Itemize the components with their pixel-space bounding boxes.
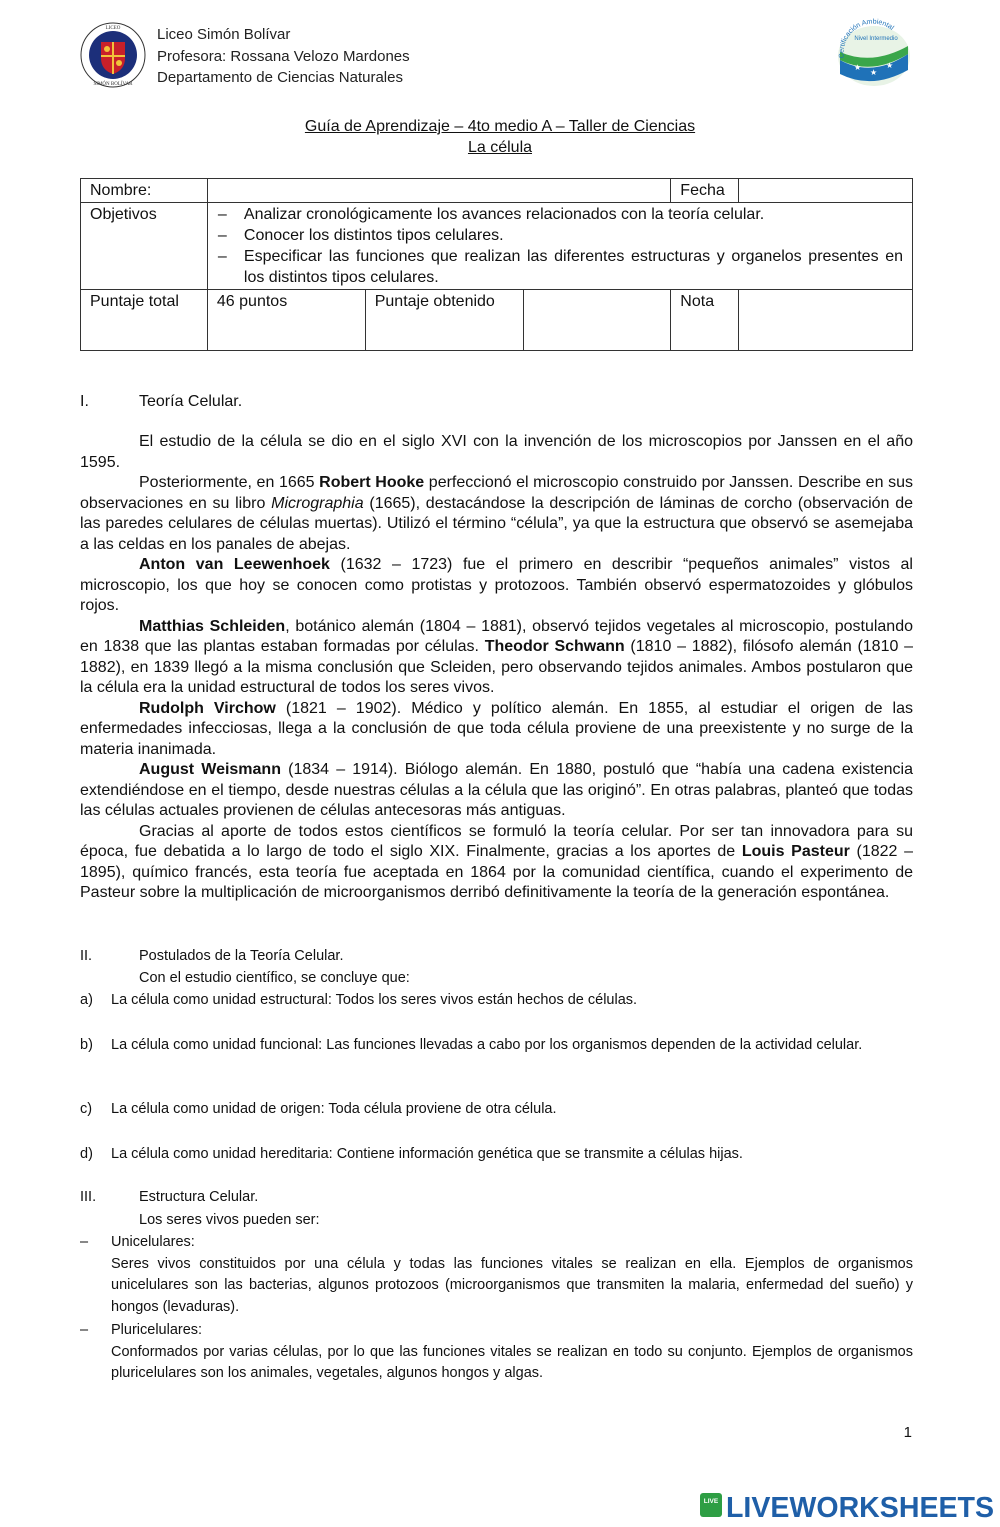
objectives-list xyxy=(216,204,903,288)
scientist-name: Matthias Schleiden xyxy=(139,617,286,635)
section-1-number: I. xyxy=(80,393,89,410)
paragraph: Rudolph Virchow (1821 – 1902). Médico y político alemán. En 1855, al estudiar el origen de las enfermedades infecciosas, llega a la conclusión de que toda célula proviene de una preexistente y no surge de la materia inanimada. xyxy=(80,699,913,758)
postulate-label: c) xyxy=(80,1101,93,1117)
section-2-intro: Con el estudio científico, se concluye que: xyxy=(139,970,410,986)
scientist-name: Anton van Leewenhoek xyxy=(139,556,330,573)
certification-logo-text: Certificación Ambiental xyxy=(838,18,895,59)
paragraph: El estudio de la célula se dio en el siglo XVI con la invención de los microscopios por Janssen en el año 1595. xyxy=(80,433,913,471)
section-3-heading xyxy=(80,1187,258,1209)
obtained-score-label: Puntaje obtenido xyxy=(365,290,523,351)
svg-text:★: ★ xyxy=(854,63,862,72)
paragraph: Anton van Leewenhoek (1632 – 1723) fue el primero en describir “pequeños animales” vistos al microscopio, los que hoy se conocen como protistas y protozoos. También observó espermatozoides y glóbulos rojos. xyxy=(80,556,913,614)
document-title xyxy=(0,116,1000,158)
scientist-name: Rudolph Virchow xyxy=(139,699,276,717)
paragraph: Posteriormente, en 1665 Robert Hooke perfeccionó el microscopio construido por Janssen. Describe en sus observaciones en su libro Micrographia (1665), destacándose la descripción de láminas de corcho (observación de las paredes celulares de células muertas). Utilizó el término “célula”, ya que la estructura que observó se asemejaba a las celdas en los panales de abejas. xyxy=(80,474,914,553)
section-1-heading xyxy=(80,393,242,411)
school-header xyxy=(157,24,410,89)
objectives-label: Objetivos xyxy=(81,203,208,290)
scientist-name: Theodor Schwann xyxy=(484,638,625,655)
guide-title: Guía de Aprendizaje – 4to medio A – Taller de Ciencias xyxy=(304,118,696,135)
crest-bottom-text: SIMÓN BOLÍVAR xyxy=(93,82,133,87)
postulate-item xyxy=(80,1144,913,1166)
postulate-label: d) xyxy=(80,1146,93,1162)
student-info-table xyxy=(80,178,913,351)
teacher-name: Profesora: Rossana Velozo Mardones xyxy=(157,47,410,65)
svg-text:★: ★ xyxy=(886,61,894,70)
section-3-intro: Los seres vivos pueden ser: xyxy=(139,1212,320,1228)
objective-item: – Analizar cronológicamente los avances relacionados con la teoría celular. xyxy=(216,204,903,225)
page-number: 1 xyxy=(903,1424,912,1441)
crest-top-text: LICEO xyxy=(105,26,121,31)
objective-item: – Conocer los distintos tipos celulares. xyxy=(216,225,903,246)
paragraph: August Weismann (1834 – 1914). Biólogo alemán. En 1880, postuló que “había una cadena existencia extendiéndose en el tiempo, desde nuestras células a la célula que las originó”. En otras palabras, planteó que todas las células actuales provienen de células antecesoras más antiguas. xyxy=(80,761,913,819)
section-2-number: II. xyxy=(80,948,93,964)
postulate-text: La célula como unidad de origen: Toda célula proviene de otra célula. xyxy=(111,1101,557,1117)
postulate-label: b) xyxy=(80,1037,93,1053)
organism-type-heading: Pluricelulares: xyxy=(111,1322,203,1338)
date-field[interactable] xyxy=(739,179,913,203)
section-2-heading xyxy=(80,946,343,968)
scientist-name: Robert Hooke xyxy=(319,474,425,491)
date-label: Fecha xyxy=(671,179,739,203)
organism-type-item xyxy=(80,1232,913,1318)
dash-bullet: – xyxy=(80,1234,89,1250)
organism-type-description: Seres vivos constituidos por una célula y todas las funciones vitales se realizan en ella. Ejemplos de organismos unicelulares son las bacterias, algunos protozoos (microorganismos que transmiten la malaria, enfermedad del sueño) y hongos (levaduras). xyxy=(111,1255,913,1315)
school-crest-logo xyxy=(80,22,146,88)
paragraph: Gracias al aporte de todos estos científicos se formuló la teoría celular. Por ser tan innovadora para su época, fue debatida a lo largo de todo el siglo XIX. Finalmente, gracias a los aportes de Louis Pasteur (1822 – 1895), químico francés, esta teoría fue aceptada en 1864 por la comunidad científica, cuando el experimento de Pasteur sobre la multiplicación de microorganismos derribó definitivamente la teoría de la generación espontánea. xyxy=(80,822,913,901)
name-field[interactable] xyxy=(207,179,670,203)
watermark-text: LIVEWORKSHEETS xyxy=(726,1492,994,1522)
certification-logo-level: Nivel Intermedio xyxy=(854,36,898,42)
section-1-body xyxy=(80,432,913,904)
topic-title: La célula xyxy=(467,139,533,156)
grade-field[interactable] xyxy=(739,290,913,351)
liveworksheets-watermark[interactable] xyxy=(700,1490,995,1520)
school-name: Liceo Simón Bolívar xyxy=(157,26,291,43)
department-name: Departamento de Ciencias Naturales xyxy=(157,69,403,86)
svg-text:★: ★ xyxy=(870,68,878,77)
obtained-score-field[interactable] xyxy=(523,290,671,351)
grade-label: Nota xyxy=(671,290,739,351)
scientist-name: Louis Pasteur xyxy=(741,843,850,860)
section-3-number: III. xyxy=(80,1189,97,1205)
postulate-text: La célula como unidad hereditaria: Contiene información genética que se transmite a células hijas. xyxy=(111,1146,743,1162)
watermark-badge-icon xyxy=(700,1493,722,1517)
postulate-text: La célula como unidad funcional: Las funciones llevadas a cabo por los organismos dependen de la actividad celular. xyxy=(111,1037,863,1053)
section-2-title: Postulados de la Teoría Celular. xyxy=(139,948,344,964)
environmental-certification-logo xyxy=(832,18,912,88)
section-3-title: Estructura Celular. xyxy=(139,1189,259,1205)
postulate-text: La célula como unidad estructural: Todos los seres vivos están hechos de células. xyxy=(111,992,638,1008)
name-label: Nombre: xyxy=(81,179,208,203)
book-title: Micrographia xyxy=(271,494,364,512)
organism-type-item xyxy=(80,1320,913,1385)
paragraph: Matthias Schleiden, botánico alemán (1804 – 1881), observó tejidos vegetales al microscopio, postulando en 1838 que las plantas estaban formadas por células. Theodor Schwann (1810 – 1882), filósofo alemán (1810 – 1882), en 1839 llegó a la misma conclusión que Scleiden, pero observando tejidos animales. Ambos postularon que la célula era la unidad estructural de todos los seres vivos. xyxy=(80,617,914,696)
postulate-item xyxy=(80,990,913,1012)
section-1-title: Teoría Celular. xyxy=(139,393,243,410)
watermark-badge-text: LIVE xyxy=(703,1498,719,1505)
scientist-name: August Weismann xyxy=(139,761,281,778)
postulate-item xyxy=(80,1099,913,1121)
objective-item: – Especificar las funciones que realizan las diferentes estructuras y organelos presentes en los distintos tipos celulares. xyxy=(216,246,903,288)
total-score-value: 46 puntos xyxy=(207,290,365,351)
dash-bullet: – xyxy=(80,1322,89,1338)
postulate-label: a) xyxy=(80,992,93,1008)
organism-type-description: Conformados por varias células, por lo que las funciones vitales se realizan en todo su conjunto. Ejemplos de organismos pluricelulares son los animales, vegetales, algunos hongos y algas. xyxy=(111,1343,913,1381)
postulate-item xyxy=(80,1035,913,1057)
total-score-label: Puntaje total xyxy=(81,290,208,351)
organism-type-heading: Unicelulares: xyxy=(111,1234,195,1250)
